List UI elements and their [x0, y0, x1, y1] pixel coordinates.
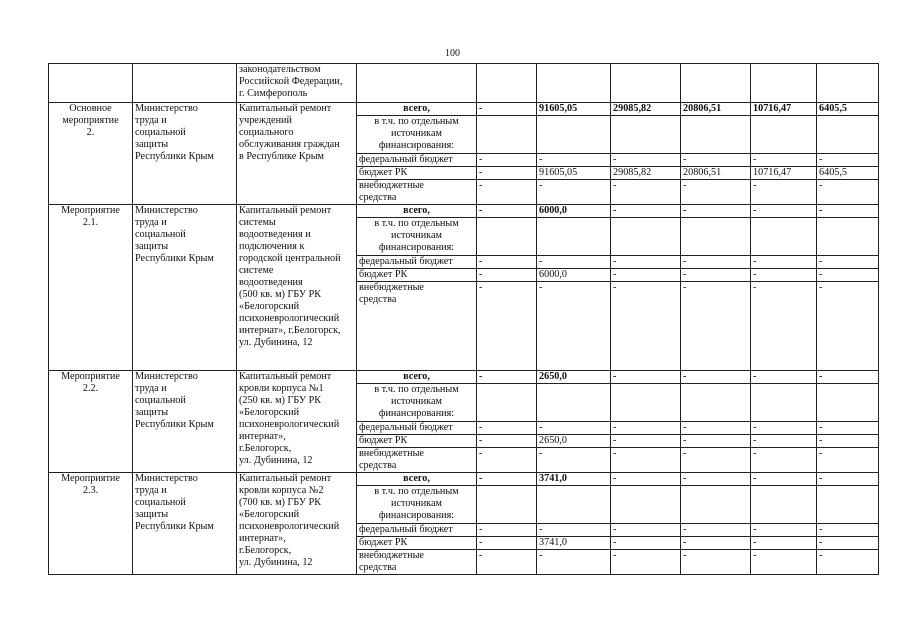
executor-line: Республики Крым — [135, 253, 214, 264]
value-cell: - — [611, 550, 681, 575]
value-cell: - — [681, 205, 751, 218]
executor-cell — [133, 205, 237, 371]
funding-source-line: внебюджетные — [359, 448, 424, 459]
activity-title-cell — [49, 473, 133, 575]
measure-text-line: психоневрологический — [239, 419, 340, 430]
executor-line: Министерство — [135, 103, 198, 114]
value-cell: 91605,05 — [537, 167, 611, 180]
funding-source-cell: всего, — [357, 371, 477, 384]
value-cell: - — [817, 180, 879, 205]
value-cell: - — [817, 537, 879, 550]
value-cell: - — [817, 422, 879, 435]
value-cell — [817, 218, 879, 256]
funding-source-line: средства — [359, 192, 397, 203]
table-row — [49, 371, 879, 384]
value-cell: - — [681, 154, 751, 167]
value-cell: - — [817, 435, 879, 448]
funding-source-line: финансирования: — [378, 510, 455, 521]
activity-title-cell — [49, 103, 133, 205]
value-cell: - — [751, 256, 817, 269]
value-cell — [751, 116, 817, 154]
value-cell: - — [537, 550, 611, 575]
value-cell: - — [751, 269, 817, 282]
measure-cell — [237, 371, 357, 473]
executor-line: Республики Крым — [135, 521, 214, 532]
executor-line: защиты — [135, 407, 169, 418]
value-cell: - — [537, 448, 611, 473]
value-cell: - — [477, 473, 537, 486]
measure-text-line: социального — [239, 127, 294, 138]
activity-title-line: Основное — [69, 103, 112, 114]
value-cell: 6405,5 — [817, 167, 879, 180]
value-cell: - — [611, 435, 681, 448]
measure-text-line: Капитальный ремонт — [239, 205, 332, 216]
executor-line: защиты — [135, 509, 169, 520]
measure-text-line: «Белогорский — [239, 509, 300, 520]
value-cell: - — [681, 550, 751, 575]
table-row — [49, 205, 879, 218]
funding-source-line: финансирования: — [378, 242, 455, 253]
value-cell: - — [611, 180, 681, 205]
value-cell: - — [751, 435, 817, 448]
value-cell: - — [681, 435, 751, 448]
table-cell — [477, 64, 537, 103]
value-cell: 2650,0 — [537, 371, 611, 384]
value-cell: - — [611, 473, 681, 486]
value-cell: - — [477, 180, 537, 205]
value-cell: - — [817, 524, 879, 537]
measure-text-line: кровли корпуса №1 — [239, 383, 324, 394]
executor-cell — [133, 103, 237, 205]
executor-line: социальной — [135, 229, 186, 240]
table-row — [49, 64, 879, 103]
value-cell: - — [537, 422, 611, 435]
value-cell: - — [477, 537, 537, 550]
measure-cell — [237, 473, 357, 575]
measure-text-line: ул. Дубинина, 12 — [239, 337, 313, 348]
measure-text-line: подключения к — [239, 241, 305, 252]
funding-source-line: в т.ч. по отдельным — [374, 218, 459, 229]
funding-source-line: внебюджетные — [359, 282, 424, 293]
funding-source-cell: всего, — [357, 205, 477, 218]
executor-line: труда и — [135, 485, 167, 496]
measure-text-line: Российской Федерации, — [239, 76, 343, 87]
value-cell: - — [681, 422, 751, 435]
funding-source-cell: федеральный бюджет — [357, 154, 477, 167]
value-cell: - — [751, 422, 817, 435]
activity-title-line: 2. — [86, 127, 95, 138]
executor-line: Республики Крым — [135, 419, 214, 430]
value-cell: - — [477, 103, 537, 116]
value-cell: 6000,0 — [537, 269, 611, 282]
value-cell: - — [611, 256, 681, 269]
funding-source-cell: федеральный бюджет — [357, 256, 477, 269]
value-cell: - — [537, 154, 611, 167]
value-cell: - — [537, 282, 611, 371]
measure-text-line: Капитальный ремонт — [239, 103, 332, 114]
executor-line: Республики Крым — [135, 151, 214, 162]
value-cell — [477, 486, 537, 524]
executor-line: социальной — [135, 395, 186, 406]
measure-text-line: городской центральной — [239, 253, 341, 264]
executor-cell — [133, 473, 237, 575]
measure-text-line: ул. Дубинина, 12 — [239, 557, 313, 568]
value-cell: - — [817, 448, 879, 473]
measure-cell — [237, 205, 357, 371]
value-cell: - — [681, 282, 751, 371]
executor-line: труда и — [135, 217, 167, 228]
measure-text-line: интернат», г.Белогорск, — [239, 325, 341, 336]
value-cell: - — [477, 371, 537, 384]
activity-title-cell — [49, 371, 133, 473]
value-cell — [537, 486, 611, 524]
funding-source-cell — [357, 282, 477, 371]
value-cell: - — [477, 550, 537, 575]
value-cell — [681, 384, 751, 422]
value-cell: - — [611, 269, 681, 282]
value-cell: - — [477, 205, 537, 218]
value-cell: - — [611, 282, 681, 371]
activity-title-line: Мероприятие — [61, 371, 120, 382]
value-cell: 6000,0 — [537, 205, 611, 218]
value-cell — [681, 486, 751, 524]
measure-text-line: в Республике Крым — [239, 151, 325, 162]
measure-cell — [237, 103, 357, 205]
measure-text-line: законодательством — [239, 64, 321, 75]
value-cell: - — [817, 473, 879, 486]
value-cell — [611, 384, 681, 422]
value-cell — [817, 384, 879, 422]
value-cell: - — [537, 256, 611, 269]
value-cell — [537, 218, 611, 256]
value-cell: - — [477, 269, 537, 282]
value-cell: - — [751, 537, 817, 550]
funding-source-line: средства — [359, 460, 397, 471]
value-cell: 29085,82 — [611, 167, 681, 180]
activity-title-line: Мероприятие — [61, 205, 120, 216]
value-cell: - — [751, 473, 817, 486]
measure-text-line: (700 кв. м) ГБУ РК — [239, 497, 322, 508]
value-cell: - — [751, 205, 817, 218]
measure-text-line: психоневрологический — [239, 313, 340, 324]
value-cell: - — [611, 371, 681, 384]
value-cell: - — [681, 473, 751, 486]
funding-source-cell: федеральный бюджет — [357, 422, 477, 435]
table-cell — [611, 64, 681, 103]
value-cell: - — [817, 550, 879, 575]
funding-source-line: в т.ч. по отдельным — [374, 384, 459, 395]
value-cell: - — [817, 371, 879, 384]
value-cell: - — [611, 154, 681, 167]
table-cell — [751, 64, 817, 103]
measure-text-line: учреждений — [239, 115, 292, 126]
funding-source-line: внебюджетные — [359, 550, 424, 561]
value-cell — [537, 384, 611, 422]
value-cell: - — [681, 537, 751, 550]
activity-title-line: 2.1. — [82, 217, 99, 228]
measure-text-line: г.Белогорск, — [239, 443, 292, 454]
funding-source-cell — [357, 448, 477, 473]
measure-text-line: Капитальный ремонт — [239, 473, 332, 484]
funding-source-cell — [357, 486, 477, 524]
measure-text-line: системы — [239, 217, 276, 228]
funding-source-cell: бюджет РК — [357, 269, 477, 282]
value-cell: 20806,51 — [681, 103, 751, 116]
value-cell: - — [817, 282, 879, 371]
funding-source-cell: бюджет РК — [357, 537, 477, 550]
measure-text-line: Капитальный ремонт — [239, 371, 332, 382]
funding-source-line: внебюджетные — [359, 180, 424, 191]
executor-line: Министерство — [135, 205, 198, 216]
value-cell — [611, 116, 681, 154]
value-cell: - — [817, 269, 879, 282]
value-cell: - — [817, 256, 879, 269]
value-cell: - — [681, 256, 751, 269]
value-cell: - — [751, 550, 817, 575]
table-cell — [681, 64, 751, 103]
activity-title-cell — [49, 205, 133, 371]
value-cell: - — [681, 524, 751, 537]
measure-text-line: «Белогорский — [239, 407, 300, 418]
table-row — [49, 103, 879, 116]
funding-source-line: средства — [359, 294, 397, 305]
value-cell: - — [477, 167, 537, 180]
executor-line: защиты — [135, 139, 169, 150]
program-funding-table — [48, 63, 879, 575]
funding-source-line: источникам — [391, 128, 442, 139]
measure-text-line: водоотведения — [239, 277, 303, 288]
measure-text-line: водоотведения и — [239, 229, 311, 240]
value-cell: 3741,0 — [537, 473, 611, 486]
value-cell: - — [537, 180, 611, 205]
value-cell: 3741,0 — [537, 537, 611, 550]
value-cell: - — [751, 371, 817, 384]
value-cell: - — [611, 205, 681, 218]
funding-source-line: в т.ч. по отдельным — [374, 116, 459, 127]
measure-text-line: г.Белогорск, — [239, 545, 292, 556]
value-cell — [817, 486, 879, 524]
measure-text-line: г. Симферополь — [239, 88, 308, 99]
value-cell: - — [817, 205, 879, 218]
activity-title-line: мероприятие — [62, 115, 119, 126]
measure-text-line: (500 кв. м) ГБУ РК — [239, 289, 322, 300]
value-cell — [537, 116, 611, 154]
activity-title-line: 2.2. — [82, 383, 99, 394]
executor-line: Министерство — [135, 473, 198, 484]
value-cell: - — [751, 282, 817, 371]
executor-line: социальной — [135, 127, 186, 138]
value-cell: - — [537, 524, 611, 537]
measure-text-line: кровли корпуса №2 — [239, 485, 324, 496]
executor-line: защиты — [135, 241, 169, 252]
value-cell: 10716,47 — [751, 167, 817, 180]
funding-source-cell — [357, 218, 477, 256]
page-number: 100 — [445, 48, 460, 59]
funding-source-cell: бюджет РК — [357, 435, 477, 448]
value-cell: - — [751, 154, 817, 167]
funding-source-line: источникам — [391, 396, 442, 407]
funding-source-line: источникам — [391, 230, 442, 241]
value-cell — [477, 116, 537, 154]
table-cell — [49, 64, 133, 103]
value-cell — [751, 486, 817, 524]
value-cell: - — [477, 256, 537, 269]
value-cell: - — [611, 448, 681, 473]
value-cell: - — [477, 422, 537, 435]
funding-source-cell — [357, 384, 477, 422]
value-cell: - — [477, 524, 537, 537]
value-cell: - — [477, 282, 537, 371]
value-cell: 2650,0 — [537, 435, 611, 448]
value-cell — [477, 384, 537, 422]
value-cell — [477, 218, 537, 256]
value-cell — [751, 218, 817, 256]
value-cell: 20806,51 — [681, 167, 751, 180]
funding-source-line: в т.ч. по отдельным — [374, 486, 459, 497]
funding-source-cell: федеральный бюджет — [357, 524, 477, 537]
executor-line: труда и — [135, 383, 167, 394]
measure-text-line: «Белогорский — [239, 301, 300, 312]
funding-source-cell — [357, 180, 477, 205]
measure-text-line: ул. Дубинина, 12 — [239, 455, 313, 466]
executor-line: Министерство — [135, 371, 198, 382]
value-cell — [751, 384, 817, 422]
funding-source-cell: всего, — [357, 103, 477, 116]
table-cell — [817, 64, 879, 103]
value-cell: - — [477, 154, 537, 167]
value-cell: - — [681, 371, 751, 384]
value-cell: - — [681, 448, 751, 473]
value-cell — [681, 218, 751, 256]
funding-source-line: средства — [359, 562, 397, 573]
measure-text-line: обслуживания граждан — [239, 139, 340, 150]
value-cell: - — [477, 448, 537, 473]
measure-text-line: психоневрологический — [239, 521, 340, 532]
value-cell: - — [751, 180, 817, 205]
value-cell: - — [681, 180, 751, 205]
table-row — [49, 473, 879, 486]
value-cell — [611, 486, 681, 524]
value-cell: - — [611, 537, 681, 550]
value-cell: - — [751, 524, 817, 537]
table-body — [49, 64, 879, 575]
value-cell — [611, 218, 681, 256]
executor-cell — [133, 371, 237, 473]
funding-source-cell — [357, 550, 477, 575]
funding-source-cell: бюджет РК — [357, 167, 477, 180]
executor-line: социальной — [135, 497, 186, 508]
table-cell — [237, 64, 357, 103]
funding-source-line: финансирования: — [378, 140, 455, 151]
value-cell: 10716,47 — [751, 103, 817, 116]
funding-source-cell: всего, — [357, 473, 477, 486]
value-cell: - — [817, 154, 879, 167]
measure-text-line: (250 кв. м) ГБУ РК — [239, 395, 322, 406]
activity-title-line: 2.3. — [82, 485, 99, 496]
table-cell — [357, 64, 477, 103]
measure-text-line: интернат», — [239, 533, 286, 544]
value-cell: - — [681, 269, 751, 282]
funding-source-line: источникам — [391, 498, 442, 509]
value-cell: - — [477, 435, 537, 448]
table-cell — [133, 64, 237, 103]
table-cell — [537, 64, 611, 103]
measure-text-line: системе — [239, 265, 274, 276]
value-cell: 6405,5 — [817, 103, 879, 116]
value-cell: 91605,05 — [537, 103, 611, 116]
value-cell — [817, 116, 879, 154]
value-cell: - — [751, 448, 817, 473]
executor-line: труда и — [135, 115, 167, 126]
activity-title-line: Мероприятие — [61, 473, 120, 484]
measure-text-line: интернат», — [239, 431, 286, 442]
funding-source-cell — [357, 116, 477, 154]
value-cell: - — [611, 524, 681, 537]
value-cell: 29085,82 — [611, 103, 681, 116]
funding-source-line: финансирования: — [378, 408, 455, 419]
value-cell — [681, 116, 751, 154]
value-cell: - — [611, 422, 681, 435]
